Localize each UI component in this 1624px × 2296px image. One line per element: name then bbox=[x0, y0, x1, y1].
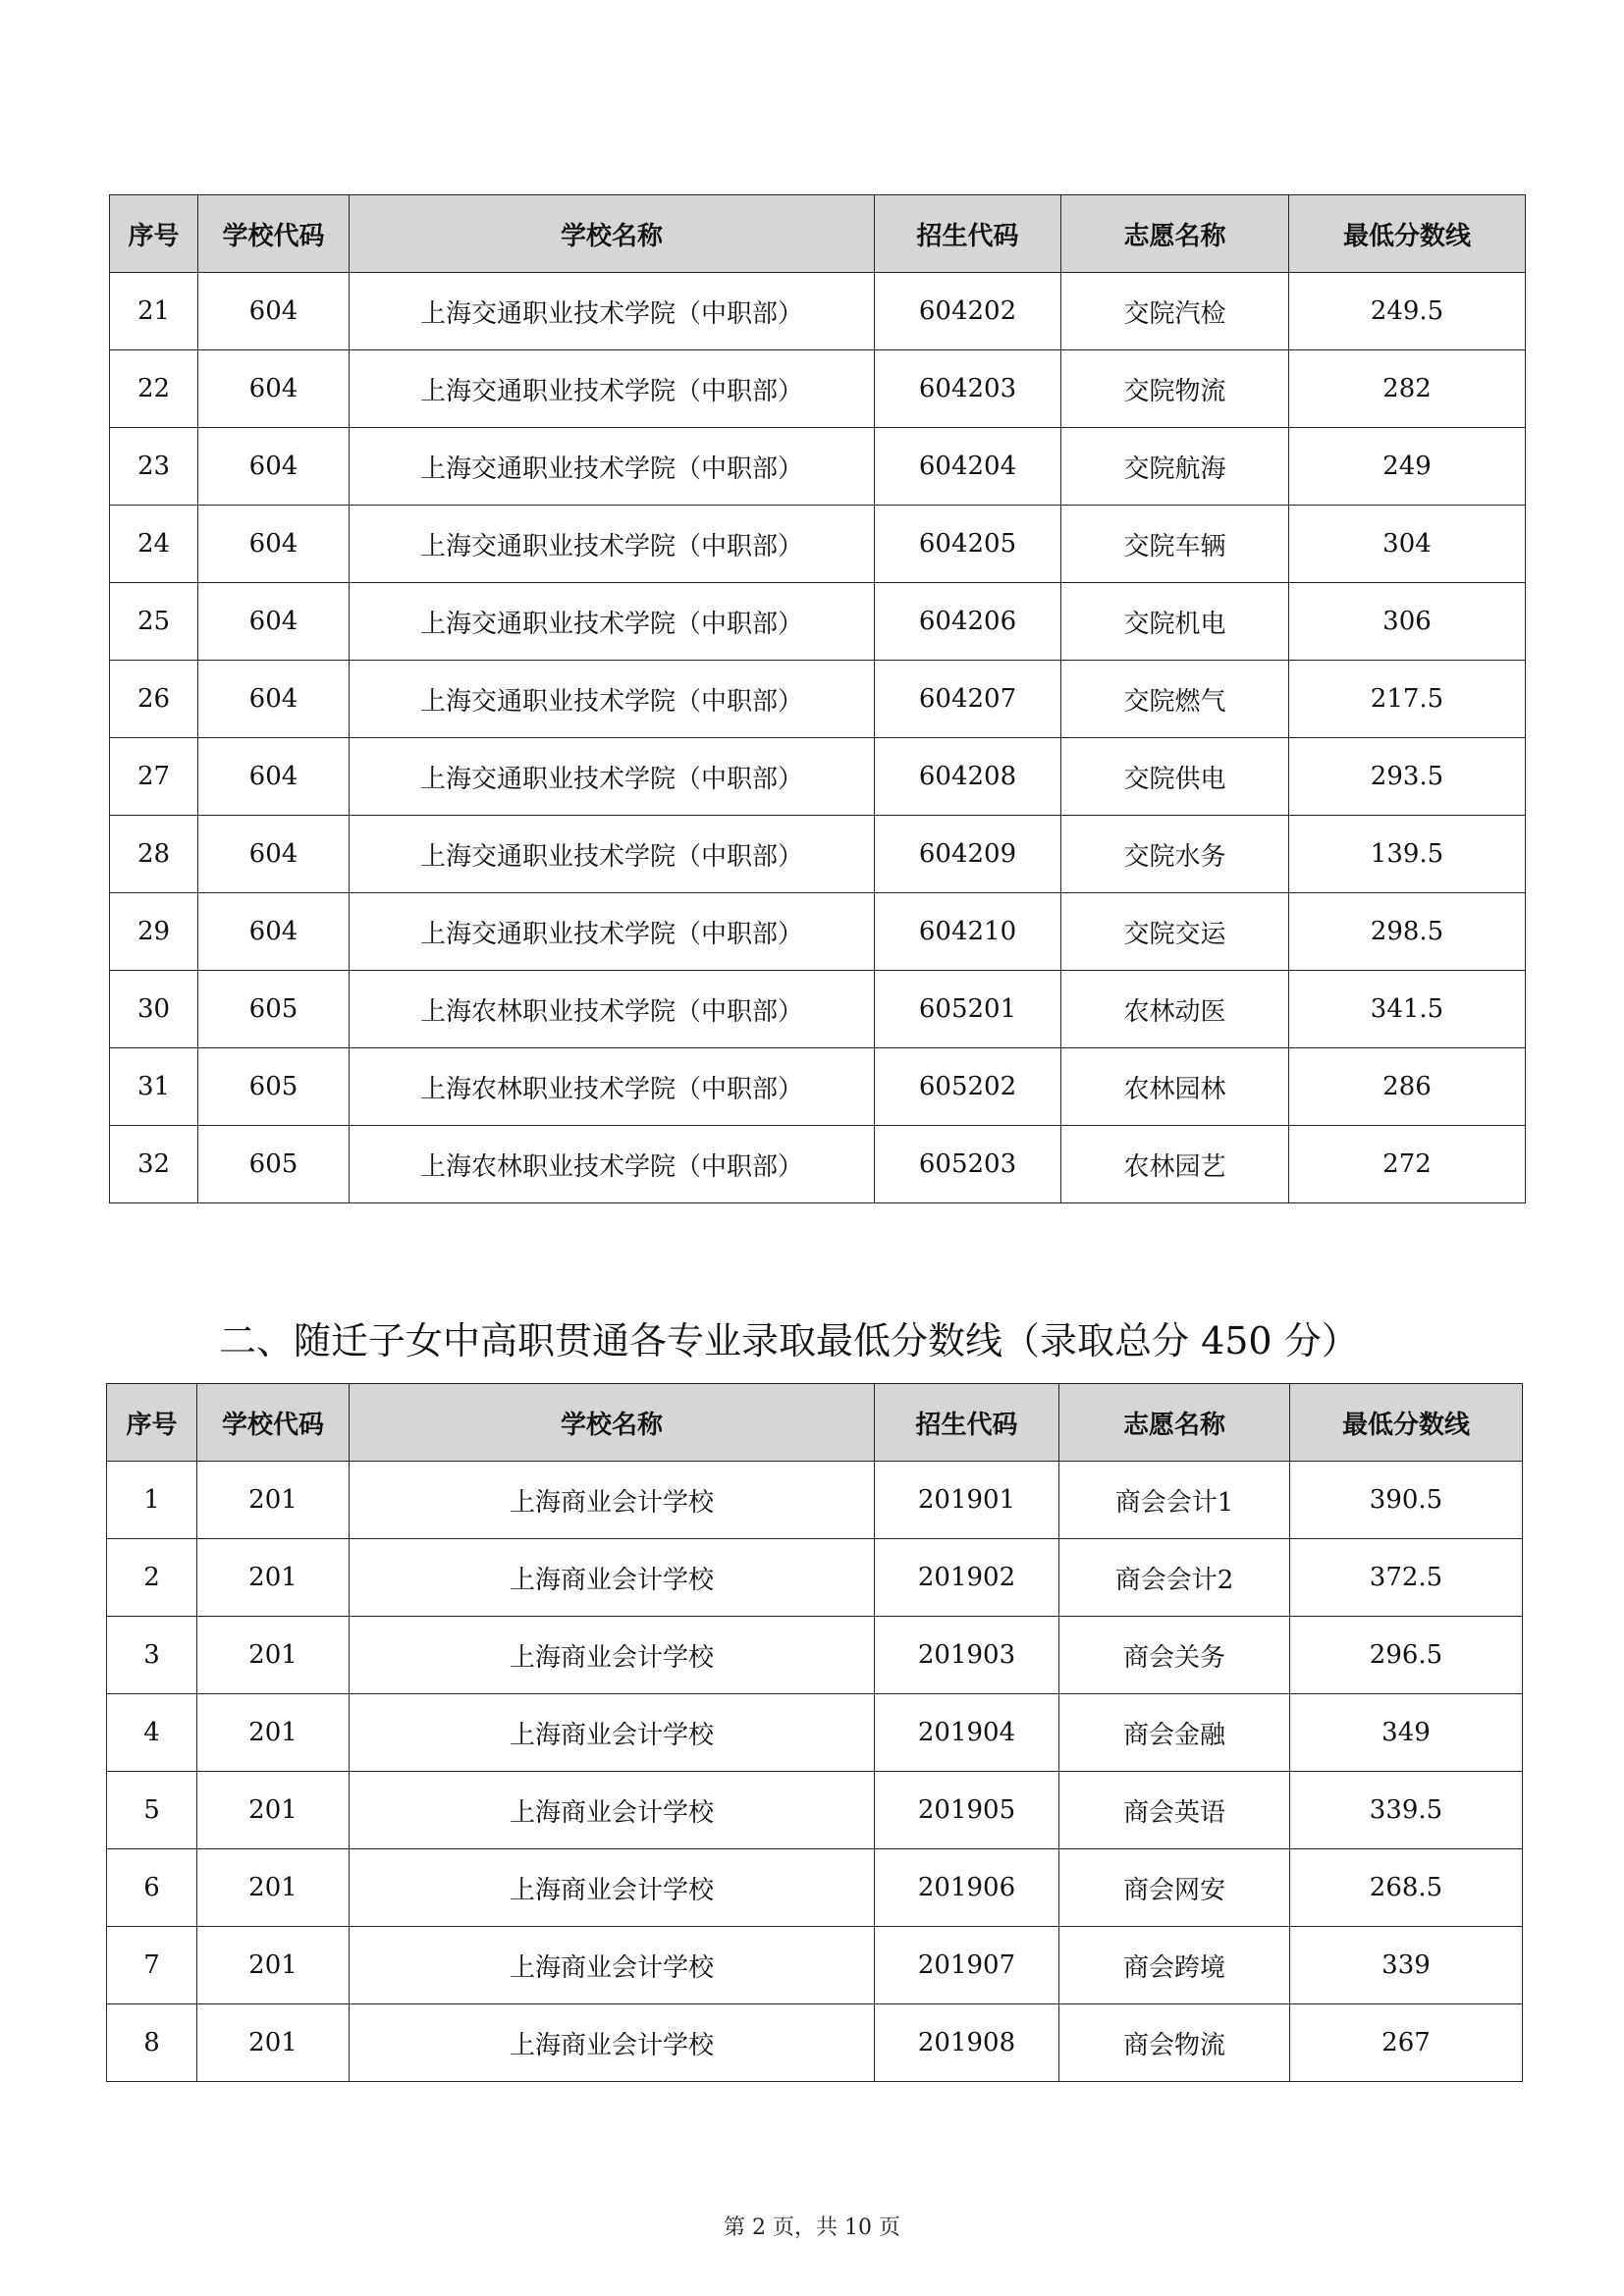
cell-min-score: 249 bbox=[1289, 428, 1526, 506]
cell-enroll-code: 201902 bbox=[875, 1539, 1059, 1617]
cell-enroll-code: 201906 bbox=[875, 1849, 1059, 1927]
column-header-school-code: 学校代码 bbox=[197, 1384, 350, 1462]
table-row bbox=[110, 350, 1526, 428]
cell-min-score: 339.5 bbox=[1290, 1772, 1523, 1849]
cell-min-score: 298.5 bbox=[1289, 893, 1526, 971]
cell-index: 21 bbox=[110, 273, 198, 350]
cell-program-name: 交院水务 bbox=[1061, 816, 1289, 893]
cell-index: 24 bbox=[110, 506, 198, 583]
cell-index: 31 bbox=[110, 1048, 198, 1126]
cell-index: 5 bbox=[107, 1772, 197, 1849]
cell-school-code: 604 bbox=[198, 738, 350, 816]
cell-school-name: 上海交通职业技术学院（中职部） bbox=[350, 506, 875, 583]
cell-program-name: 商会金融 bbox=[1059, 1694, 1290, 1772]
cell-min-score: 339 bbox=[1290, 1927, 1523, 2004]
cell-min-score: 306 bbox=[1289, 583, 1526, 661]
cell-min-score: 272 bbox=[1289, 1126, 1526, 1203]
cell-program-name: 农林动医 bbox=[1061, 971, 1289, 1048]
table-row bbox=[110, 971, 1526, 1048]
column-header-index: 序号 bbox=[107, 1384, 197, 1462]
cell-program-name: 商会跨境 bbox=[1059, 1927, 1290, 2004]
cell-index: 32 bbox=[110, 1126, 198, 1203]
cell-index: 7 bbox=[107, 1927, 197, 2004]
admission-table-2 bbox=[106, 1383, 1523, 2082]
cell-enroll-code: 605203 bbox=[875, 1126, 1061, 1203]
cell-program-name: 交院燃气 bbox=[1061, 661, 1289, 738]
cell-min-score: 293.5 bbox=[1289, 738, 1526, 816]
column-header-min-score: 最低分数线 bbox=[1289, 195, 1526, 273]
table-header-row bbox=[110, 195, 1526, 273]
cell-school-name: 上海交通职业技术学院（中职部） bbox=[350, 273, 875, 350]
column-header-school-name: 学校名称 bbox=[350, 1384, 875, 1462]
cell-index: 2 bbox=[107, 1539, 197, 1617]
cell-school-name: 上海商业会计学校 bbox=[350, 1772, 875, 1849]
cell-enroll-code: 201903 bbox=[875, 1617, 1059, 1694]
cell-enroll-code: 604203 bbox=[875, 350, 1061, 428]
cell-enroll-code: 604204 bbox=[875, 428, 1061, 506]
table-row bbox=[107, 1694, 1523, 1772]
cell-program-name: 交院机电 bbox=[1061, 583, 1289, 661]
cell-index: 22 bbox=[110, 350, 198, 428]
cell-school-code: 201 bbox=[197, 1772, 350, 1849]
cell-school-code: 201 bbox=[197, 1849, 350, 1927]
cell-school-name: 上海农林职业技术学院（中职部） bbox=[350, 1048, 875, 1126]
cell-program-name: 商会网安 bbox=[1059, 1849, 1290, 1927]
table-header-row bbox=[107, 1384, 1523, 1462]
cell-school-code: 201 bbox=[197, 1462, 350, 1539]
cell-program-name: 交院供电 bbox=[1061, 738, 1289, 816]
cell-school-name: 上海交通职业技术学院（中职部） bbox=[350, 583, 875, 661]
cell-index: 26 bbox=[110, 661, 198, 738]
cell-school-name: 上海商业会计学校 bbox=[350, 2004, 875, 2082]
column-header-school-name: 学校名称 bbox=[350, 195, 875, 273]
cell-enroll-code: 604209 bbox=[875, 816, 1061, 893]
table-row bbox=[110, 1126, 1526, 1203]
cell-enroll-code: 201908 bbox=[875, 2004, 1059, 2082]
cell-min-score: 286 bbox=[1289, 1048, 1526, 1126]
cell-school-name: 上海商业会计学校 bbox=[350, 1927, 875, 2004]
cell-index: 1 bbox=[107, 1462, 197, 1539]
cell-index: 8 bbox=[107, 2004, 197, 2082]
section-title: 二、随迁子女中高职贯通各专业录取最低分数线（录取总分 450 分） bbox=[219, 1319, 1359, 1362]
cell-school-name: 上海商业会计学校 bbox=[350, 1617, 875, 1694]
cell-enroll-code: 201907 bbox=[875, 1927, 1059, 2004]
cell-min-score: 341.5 bbox=[1289, 971, 1526, 1048]
column-header-index: 序号 bbox=[110, 195, 198, 273]
cell-program-name: 农林园林 bbox=[1061, 1048, 1289, 1126]
cell-school-name: 上海交通职业技术学院（中职部） bbox=[350, 428, 875, 506]
cell-enroll-code: 604206 bbox=[875, 583, 1061, 661]
cell-program-name: 交院物流 bbox=[1061, 350, 1289, 428]
cell-enroll-code: 604202 bbox=[875, 273, 1061, 350]
table-row bbox=[110, 816, 1526, 893]
cell-school-name: 上海商业会计学校 bbox=[350, 1849, 875, 1927]
cell-school-name: 上海交通职业技术学院（中职部） bbox=[350, 350, 875, 428]
column-header-program-name: 志愿名称 bbox=[1061, 195, 1289, 273]
cell-min-score: 282 bbox=[1289, 350, 1526, 428]
table-row bbox=[107, 1539, 1523, 1617]
cell-min-score: 217.5 bbox=[1289, 661, 1526, 738]
cell-school-name: 上海商业会计学校 bbox=[350, 1539, 875, 1617]
table-row bbox=[107, 1462, 1523, 1539]
cell-school-code: 201 bbox=[197, 2004, 350, 2082]
column-header-enroll-code: 招生代码 bbox=[875, 1384, 1059, 1462]
admission-table-1 bbox=[109, 194, 1526, 1203]
table-body bbox=[110, 273, 1526, 1203]
cell-enroll-code: 604205 bbox=[875, 506, 1061, 583]
cell-index: 4 bbox=[107, 1694, 197, 1772]
cell-school-code: 604 bbox=[198, 583, 350, 661]
cell-index: 6 bbox=[107, 1849, 197, 1927]
table-row bbox=[110, 428, 1526, 506]
cell-program-name: 交院汽检 bbox=[1061, 273, 1289, 350]
cell-program-name: 商会会计2 bbox=[1059, 1539, 1290, 1617]
cell-school-name: 上海农林职业技术学院（中职部） bbox=[350, 1126, 875, 1203]
cell-index: 25 bbox=[110, 583, 198, 661]
cell-enroll-code: 605202 bbox=[875, 1048, 1061, 1126]
cell-enroll-code: 604210 bbox=[875, 893, 1061, 971]
cell-min-score: 296.5 bbox=[1290, 1617, 1523, 1694]
cell-school-code: 201 bbox=[197, 1927, 350, 2004]
cell-program-name: 商会会计1 bbox=[1059, 1462, 1290, 1539]
table-row bbox=[110, 738, 1526, 816]
cell-school-name: 上海交通职业技术学院（中职部） bbox=[350, 738, 875, 816]
cell-min-score: 267 bbox=[1290, 2004, 1523, 2082]
cell-school-code: 604 bbox=[198, 350, 350, 428]
table-row bbox=[110, 661, 1526, 738]
cell-min-score: 139.5 bbox=[1289, 816, 1526, 893]
cell-school-name: 上海商业会计学校 bbox=[350, 1462, 875, 1539]
cell-school-code: 201 bbox=[197, 1694, 350, 1772]
cell-index: 28 bbox=[110, 816, 198, 893]
cell-school-code: 605 bbox=[198, 1048, 350, 1126]
cell-school-name: 上海交通职业技术学院（中职部） bbox=[350, 893, 875, 971]
cell-min-score: 304 bbox=[1289, 506, 1526, 583]
cell-index: 23 bbox=[110, 428, 198, 506]
page-footer: 第 2 页，共 10 页 bbox=[724, 2216, 900, 2240]
cell-program-name: 交院交运 bbox=[1061, 893, 1289, 971]
cell-index: 30 bbox=[110, 971, 198, 1048]
cell-program-name: 商会关务 bbox=[1059, 1617, 1290, 1694]
cell-school-name: 上海交通职业技术学院（中职部） bbox=[350, 661, 875, 738]
cell-school-name: 上海交通职业技术学院（中职部） bbox=[350, 816, 875, 893]
cell-program-name: 商会英语 bbox=[1059, 1772, 1290, 1849]
cell-program-name: 交院车辆 bbox=[1061, 506, 1289, 583]
table-row bbox=[110, 506, 1526, 583]
cell-enroll-code: 605201 bbox=[875, 971, 1061, 1048]
table-row bbox=[107, 1617, 1523, 1694]
table-row bbox=[107, 2004, 1523, 2082]
cell-school-code: 604 bbox=[198, 506, 350, 583]
cell-school-code: 605 bbox=[198, 971, 350, 1048]
cell-school-code: 201 bbox=[197, 1539, 350, 1617]
cell-index: 3 bbox=[107, 1617, 197, 1694]
table-row bbox=[107, 1927, 1523, 2004]
cell-school-code: 604 bbox=[198, 273, 350, 350]
cell-min-score: 372.5 bbox=[1290, 1539, 1523, 1617]
table-row bbox=[110, 1048, 1526, 1126]
cell-school-name: 上海农林职业技术学院（中职部） bbox=[350, 971, 875, 1048]
column-header-program-name: 志愿名称 bbox=[1059, 1384, 1290, 1462]
cell-program-name: 商会物流 bbox=[1059, 2004, 1290, 2082]
column-header-min-score: 最低分数线 bbox=[1290, 1384, 1523, 1462]
cell-school-code: 605 bbox=[198, 1126, 350, 1203]
cell-program-name: 交院航海 bbox=[1061, 428, 1289, 506]
cell-enroll-code: 201904 bbox=[875, 1694, 1059, 1772]
table-row bbox=[107, 1772, 1523, 1849]
cell-enroll-code: 604208 bbox=[875, 738, 1061, 816]
cell-school-name: 上海商业会计学校 bbox=[350, 1694, 875, 1772]
cell-index: 27 bbox=[110, 738, 198, 816]
cell-school-code: 604 bbox=[198, 428, 350, 506]
cell-index: 29 bbox=[110, 893, 198, 971]
cell-school-code: 201 bbox=[197, 1617, 350, 1694]
cell-school-code: 604 bbox=[198, 893, 350, 971]
table-row bbox=[107, 1849, 1523, 1927]
table-row bbox=[110, 273, 1526, 350]
table-row bbox=[110, 893, 1526, 971]
cell-min-score: 349 bbox=[1290, 1694, 1523, 1772]
cell-school-code: 604 bbox=[198, 661, 350, 738]
table-row bbox=[110, 583, 1526, 661]
column-header-enroll-code: 招生代码 bbox=[875, 195, 1061, 273]
cell-min-score: 390.5 bbox=[1290, 1462, 1523, 1539]
cell-enroll-code: 201901 bbox=[875, 1462, 1059, 1539]
cell-min-score: 268.5 bbox=[1290, 1849, 1523, 1927]
column-header-school-code: 学校代码 bbox=[198, 195, 350, 273]
table-body bbox=[107, 1462, 1523, 2082]
cell-school-code: 604 bbox=[198, 816, 350, 893]
cell-enroll-code: 201905 bbox=[875, 1772, 1059, 1849]
cell-enroll-code: 604207 bbox=[875, 661, 1061, 738]
cell-program-name: 农林园艺 bbox=[1061, 1126, 1289, 1203]
cell-min-score: 249.5 bbox=[1289, 273, 1526, 350]
